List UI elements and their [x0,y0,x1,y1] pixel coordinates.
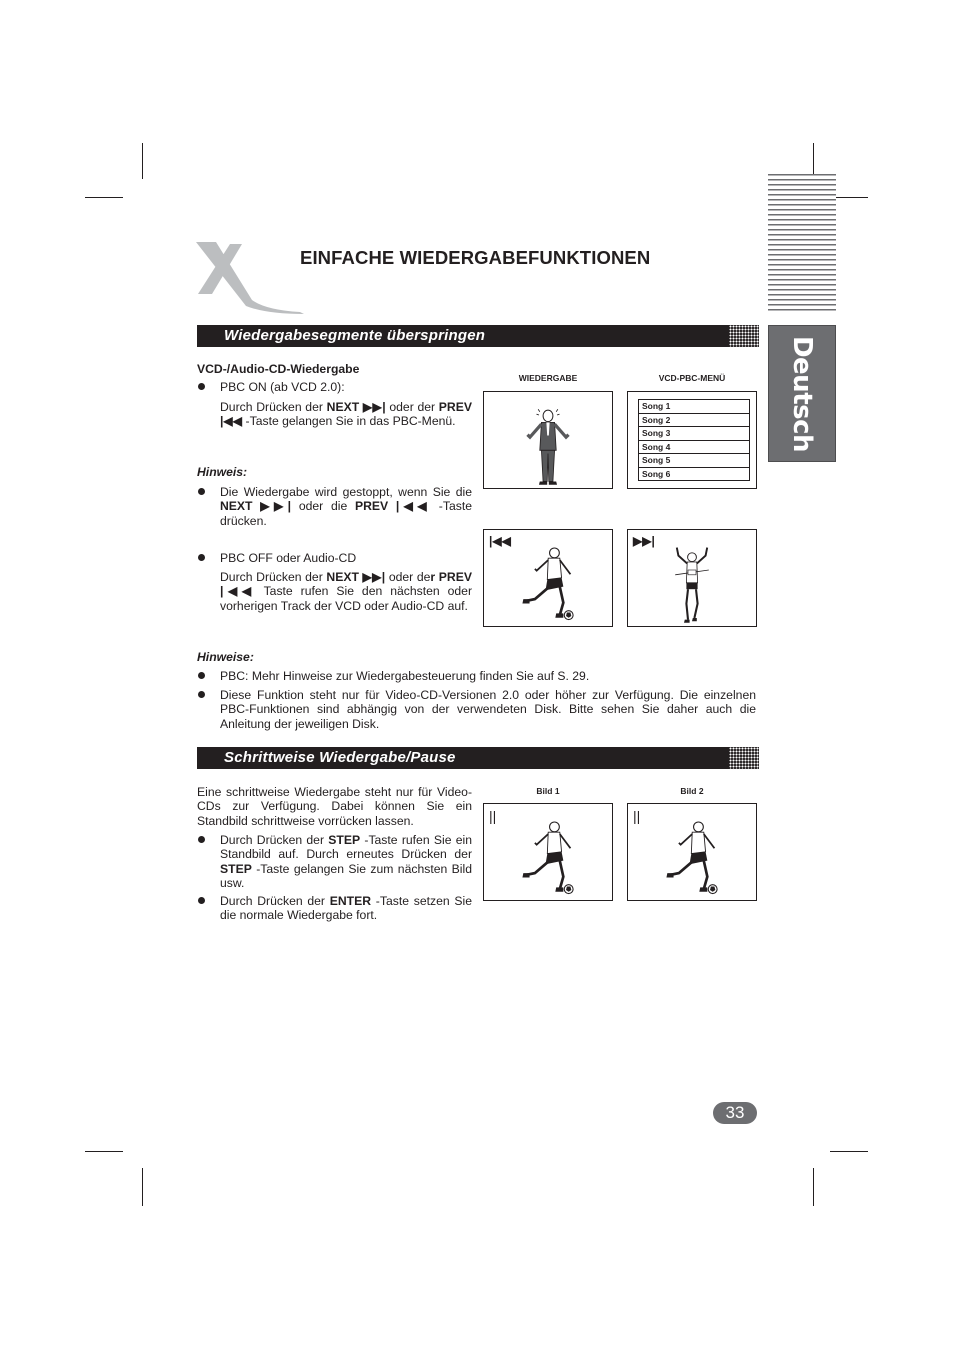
bullet [198,488,205,495]
still-frame-1 [483,803,613,901]
runner-figure-icon [668,546,716,626]
song-item[interactable]: Song 6 [639,468,749,482]
crop-mark [142,1168,143,1206]
businessman-figure-icon [519,406,577,488]
prev-symbol: |◀◀ [489,534,511,548]
playback-frame [483,391,613,489]
hinweis-text: Die Wiedergabe wird gestoppt, wenn Sie die NEXT ▶▶| oder die PREV |◀◀ -Taste drücken. [220,485,472,528]
song-item[interactable]: Song 4 [639,441,749,455]
crop-mark [813,1168,814,1206]
bullet [198,554,205,561]
hinweise-item: Diese Funktion steht nur für Video-CD-Versionen 2.0 oder höher zur Verfügung. Die einzelnen PBC-Funktionen sind abhängig von der verwendeten Disk. Bitte sehen Sie daher auch die Anleitung der jeweiligen Disk. [220,688,756,731]
page-number: 33 [713,1102,757,1124]
subsection-title: VCD-/Audio-CD-Wiedergabe [197,362,360,376]
song-list [638,399,750,481]
language-tab [768,325,836,462]
figure-caption: VCD-PBC-MENÜ [658,373,726,383]
figure-caption: Bild 1 [536,786,560,796]
section-header [197,325,759,347]
soccer-player-icon [518,544,582,624]
hinweis-label: Hinweis: [197,465,248,479]
soccer-player-icon [662,818,726,898]
pbc-on-label: PBC ON (ab VCD 2.0): [220,380,345,394]
pbc-menu-frame [627,391,757,489]
hinweise-label: Hinweise: [197,650,254,664]
next-symbol: ▶▶| [633,534,655,548]
song-item[interactable]: Song 5 [639,454,749,468]
crop-mark [142,143,143,179]
decorative-stripes [768,174,836,314]
crop-mark [85,197,123,198]
page-title: EINFACHE WIEDERGABEFUNKTIONEN [300,247,651,268]
figure-caption: WIEDERGABE [518,373,578,383]
bullet [198,383,205,390]
next-frame [627,529,757,627]
prev-frame [483,529,613,627]
step-intro: Eine schrittweise Wiedergabe steht nur für Video-CDs zur Verfügung. Dabei können Sie ein Standbild schrittweise vorrücken lassen. [197,785,472,828]
section-title: Schrittweise Wiedergabe/Pause [224,749,456,766]
song-item[interactable]: Song 1 [639,400,749,414]
song-item[interactable]: Song 2 [639,414,749,428]
still-frame-2 [627,803,757,901]
bullet [198,691,205,698]
pbc-on-text: Durch Drücken der NEXT ▶▶| oder der PREV |◀◀ -Taste gelangen Sie in das PBC-Menü. [220,400,472,429]
x-logo-icon [196,240,304,314]
language-tab-label: Deutsch [787,335,817,452]
crop-mark [830,1151,868,1152]
pbc-off-label: PBC OFF oder Audio-CD [220,551,357,565]
pbc-off-text: Durch Drücken der NEXT ▶▶| oder der PREV |◀◀ Taste rufen Sie den nächsten oder vorherigen Track der VCD oder Audio-CD auf. [220,570,473,613]
pause-symbol: || [633,808,641,824]
bullet [198,836,205,843]
soccer-player-icon [518,818,582,898]
bullet [198,897,205,904]
dot-pattern [729,325,759,347]
dot-pattern [729,747,759,769]
section-title: Wiedergabesegmente überspringen [224,327,486,344]
step-text: Durch Drücken der STEP -Taste rufen Sie ein Standbild auf. Durch erneutes Drücken der STEP -Taste gelangen Sie zum nächsten Bild usw. [220,833,472,891]
enter-text: Durch Drücken der ENTER -Taste setzen Sie die normale Wiedergabe fort. [220,894,473,923]
figure-caption: Bild 2 [680,786,704,796]
hinweise-item: PBC: Mehr Hinweise zur Wiedergabesteuerung finden Sie auf S. 29. [220,669,590,683]
song-item[interactable]: Song 3 [639,427,749,441]
section-header [197,747,759,769]
bullet [198,672,205,679]
pause-symbol: || [489,808,497,824]
crop-mark [85,1151,123,1152]
